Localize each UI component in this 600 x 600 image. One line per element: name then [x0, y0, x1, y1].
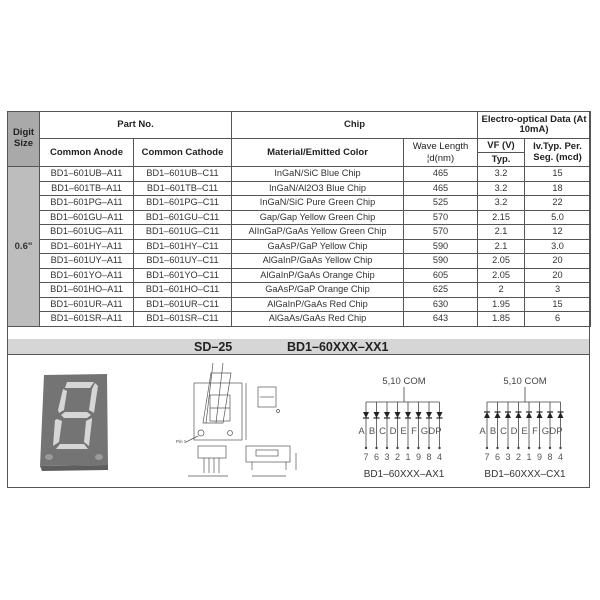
- pin-dot: [375, 447, 377, 449]
- cathode-part: BD1–601UB–C11: [134, 167, 232, 182]
- pin-number: 7: [363, 452, 369, 462]
- chip-material: GaAsP/GaP Orange Chip: [232, 283, 404, 298]
- pin1-label: Pin 1: [176, 439, 187, 444]
- vf-typ: 2.1: [478, 239, 525, 254]
- anode-part: BD1–601HO–A11: [40, 283, 134, 298]
- pin-number: 8: [426, 452, 432, 462]
- diode-icon: [484, 412, 490, 418]
- wave-length: 465: [404, 167, 478, 182]
- schematic-common-anode: [344, 370, 464, 480]
- segment-label: E: [521, 426, 528, 437]
- diode-icon: [374, 412, 380, 418]
- table-row: [8, 239, 591, 254]
- chip-material: Gap/Gap Yellow Green Chip: [232, 210, 404, 225]
- header-chip: Chip: [232, 112, 478, 139]
- anode-part: BD1–601UG–A11: [40, 225, 134, 240]
- cathode-part: BD1–601SR–C11: [134, 312, 232, 327]
- cathode-part: BD1–601UY–C11: [134, 254, 232, 269]
- schematic-common-cathode: [465, 370, 585, 480]
- dp-right: [95, 454, 103, 460]
- pin-number: 1: [405, 452, 411, 462]
- pin-dot: [407, 447, 409, 449]
- mechanical-drawing: [168, 363, 318, 481]
- anode-part: BD1–601YO–A11: [40, 268, 134, 283]
- anode-part: BD1–601UB–A11: [40, 167, 134, 182]
- series-code: BD1–60XXX–XX1: [287, 340, 389, 354]
- anode-part: BD1–601SR–A11: [40, 312, 134, 327]
- table-row: [8, 312, 591, 327]
- chip-material: GaAsP/GaP Yellow Chip: [232, 239, 404, 254]
- pin-number: 8: [547, 452, 553, 462]
- diode-icon: [495, 412, 501, 418]
- pin-dot: [438, 447, 440, 449]
- segment-label: A: [479, 426, 486, 437]
- diode-icon: [405, 412, 411, 418]
- pin-dot: [417, 447, 419, 449]
- pin-dot: [517, 447, 519, 449]
- segment-label: C: [379, 426, 386, 437]
- diode-icon: [558, 412, 564, 418]
- table-row: [8, 283, 591, 298]
- diode-icon: [526, 412, 532, 418]
- pin-dot: [428, 447, 430, 449]
- iv-typ: 5.0: [525, 210, 591, 225]
- pin-dot: [486, 447, 488, 449]
- table-row: [8, 196, 591, 211]
- spec-table: [7, 111, 591, 327]
- header-material: Material/Emitted Color: [232, 139, 404, 167]
- table-row: [8, 254, 591, 269]
- iv-typ: 6: [525, 312, 591, 327]
- diode-icon: [384, 412, 390, 418]
- segment-label: F: [532, 426, 538, 437]
- dp-left: [45, 454, 53, 460]
- vf-typ: 2.05: [478, 268, 525, 283]
- cathode-part: BD1–601TB–C11: [134, 181, 232, 196]
- package-code: SD–25: [194, 340, 233, 354]
- segment-label: F: [411, 426, 417, 437]
- vf-typ: 2: [478, 283, 525, 298]
- anode-part: BD1–601UR–A11: [40, 297, 134, 312]
- wave-length: 625: [404, 283, 478, 298]
- chip-material: InGaN/SiC Pure Green Chip: [232, 196, 404, 211]
- pin-dot: [538, 447, 540, 449]
- digit-size-value: 0.6": [8, 167, 40, 327]
- pin-number: 4: [436, 452, 443, 462]
- pin-dot: [386, 447, 388, 449]
- cathode-part: BD1–601HO–C11: [134, 283, 232, 298]
- cathode-part: BD1–601PG–C11: [134, 196, 232, 211]
- table-row: [8, 297, 591, 312]
- com-label: 5,10 COM: [503, 376, 547, 387]
- chip-material: AlGaInP/GaAs Yellow Chip: [232, 254, 404, 269]
- wave-length: 605: [404, 268, 478, 283]
- iv-typ: 15: [525, 297, 591, 312]
- segment-label: B: [489, 426, 497, 437]
- com-label: 5,10 COM: [382, 376, 426, 387]
- cathode-part: BD1–601GU–C11: [134, 210, 232, 225]
- iv-typ: 12: [525, 225, 591, 240]
- iv-typ: 3: [525, 283, 591, 298]
- diode-icon: [516, 412, 522, 418]
- table-row: [8, 167, 591, 182]
- chip-material: AlGaInP/GaAs Red Chip: [232, 297, 404, 312]
- vf-typ: 3.2: [478, 196, 525, 211]
- vf-typ: 2.1: [478, 225, 525, 240]
- header-wave-length: Wave Length ¦d(nm): [404, 139, 478, 167]
- diode-icon: [363, 412, 369, 418]
- pin-dot: [528, 447, 530, 449]
- pin-number: 2: [515, 452, 522, 462]
- iv-typ: 22: [525, 196, 591, 211]
- segment-label: A: [358, 426, 365, 437]
- segment-label: E: [400, 426, 407, 437]
- header-digit-size: Digit Size: [8, 112, 40, 167]
- iv-typ: 20: [525, 254, 591, 269]
- wave-length: 590: [404, 254, 478, 269]
- diode-icon: [437, 412, 443, 418]
- header-vf: VF (V): [478, 139, 525, 153]
- iv-typ: 18: [525, 181, 591, 196]
- diode-icon: [426, 412, 432, 418]
- vf-typ: 3.2: [478, 167, 525, 182]
- diode-icon: [395, 412, 401, 418]
- anode-part: BD1–601PG–A11: [40, 196, 134, 211]
- cathode-part: BD1–601HY–C11: [134, 239, 232, 254]
- pin-number: 9: [536, 452, 543, 462]
- pin-number: 3: [384, 452, 390, 462]
- iv-typ: 15: [525, 167, 591, 182]
- pin-dot: [549, 447, 551, 449]
- display-photo: [34, 370, 114, 472]
- cathode-part: BD1–601UR–C11: [134, 297, 232, 312]
- pin-number: 6: [373, 452, 380, 462]
- pin-dot: [559, 447, 561, 449]
- diode-icon: [547, 412, 553, 418]
- pin-dot: [365, 447, 367, 449]
- header-common-anode: Common Anode: [40, 139, 134, 167]
- wave-length: 570: [404, 225, 478, 240]
- schematic-title: BD1–60XXX–CX1: [484, 469, 566, 480]
- pin-number: 6: [494, 452, 501, 462]
- pin-number: 2: [394, 452, 401, 462]
- pin-dot: [496, 447, 498, 449]
- iv-typ: 20: [525, 268, 591, 283]
- package-banner: [8, 339, 589, 355]
- pin-number: 7: [484, 452, 490, 462]
- segment-label: G: [541, 426, 550, 437]
- cathode-part: BD1–601YO–C11: [134, 268, 232, 283]
- chip-material: AlGaAs/GaAs Red Chip: [232, 312, 404, 327]
- schematic-title: BD1–60XXX–AX1: [363, 469, 445, 480]
- table-row: [8, 181, 591, 196]
- table-row: [8, 225, 591, 240]
- wave-length: 525: [404, 196, 478, 211]
- chip-material: InGaN/SiC Blue Chip: [232, 167, 404, 182]
- segment-label: D: [389, 426, 397, 437]
- vf-typ: 1.85: [478, 312, 525, 327]
- segment-label: DP: [549, 426, 563, 437]
- wave-length: 465: [404, 181, 478, 196]
- anode-part: BD1–601TB–A11: [40, 181, 134, 196]
- table-row: [8, 268, 591, 283]
- header-electro-optical: Electro-optical Data (At 10mA): [478, 112, 591, 139]
- header-iv: Iv.Typ. Per. Seg. (mcd): [525, 139, 591, 167]
- header-part-no: Part No.: [40, 112, 232, 139]
- wave-length: 630: [404, 297, 478, 312]
- pin-number: 4: [557, 452, 564, 462]
- pin-dot: [396, 447, 398, 449]
- iv-typ: 3.0: [525, 239, 591, 254]
- pin-number: 3: [505, 452, 511, 462]
- segment-label: D: [510, 426, 518, 437]
- header-common-cathode: Common Cathode: [134, 139, 232, 167]
- vf-typ: 3.2: [478, 181, 525, 196]
- chip-material: AlInGaP/GaAs Yellow Green Chip: [232, 225, 404, 240]
- segment-label: B: [368, 426, 376, 437]
- table-row: [8, 210, 591, 225]
- anode-part: BD1–601UY–A11: [40, 254, 134, 269]
- wave-length: 590: [404, 239, 478, 254]
- datasheet: [7, 111, 590, 488]
- vf-typ: 1.95: [478, 297, 525, 312]
- pin-number: 9: [415, 452, 422, 462]
- cathode-part: BD1–601UG–C11: [134, 225, 232, 240]
- pin-number: 1: [526, 452, 532, 462]
- segment-label: G: [420, 426, 429, 437]
- anode-part: BD1–601GU–A11: [40, 210, 134, 225]
- pin-dot: [507, 447, 509, 449]
- diode-icon: [416, 412, 422, 418]
- vf-typ: 2.05: [478, 254, 525, 269]
- diode-icon: [505, 412, 511, 418]
- wave-length: 570: [404, 210, 478, 225]
- header-vf-typ: Typ.: [478, 153, 525, 167]
- anode-part: BD1–601HY–A11: [40, 239, 134, 254]
- segment-label: C: [500, 426, 507, 437]
- segment-label: DP: [428, 426, 442, 437]
- chip-material: AlGaInP/GaAs Orange Chip: [232, 268, 404, 283]
- vf-typ: 2.15: [478, 210, 525, 225]
- wave-length: 643: [404, 312, 478, 327]
- diode-icon: [537, 412, 543, 418]
- chip-material: InGaN/Al2O3 Blue Chip: [232, 181, 404, 196]
